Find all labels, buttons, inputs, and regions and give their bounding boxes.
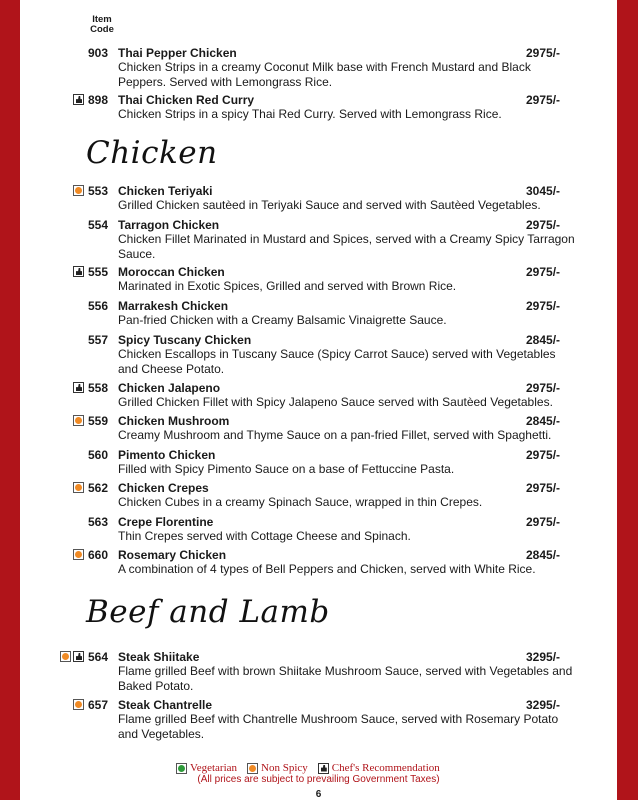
- item-name: Chicken Jalapeno: [118, 381, 221, 395]
- item-name: Thai Chicken Red Curry: [118, 93, 255, 107]
- chef-hat-icon: [318, 763, 329, 774]
- legend-chef-label: Chef's Recommendation: [331, 762, 440, 774]
- item-code: 903: [87, 46, 108, 60]
- item-description: Filled with Spicy Pimento Sauce on a base of Fettuccine Pasta.: [118, 462, 455, 476]
- non-spicy-icon: [60, 651, 71, 662]
- item-name: Pimento Chicken: [118, 448, 216, 462]
- item-price: 3295/-: [526, 650, 561, 664]
- item-description: Marinated in Exotic Spices, Grilled and served with Brown Rice.: [118, 279, 457, 293]
- item-code: 555: [87, 265, 108, 279]
- item-price: 2845/-: [526, 333, 561, 347]
- item-code: 557: [87, 333, 108, 347]
- legend-chef: [318, 762, 440, 774]
- item-price: 2975/-: [526, 381, 561, 395]
- item-description: Thin Crepes served with Cottage Cheese and Spinach.: [118, 529, 411, 543]
- chef-hat-icon: [73, 651, 84, 662]
- item-price: 3045/-: [526, 184, 561, 198]
- item-name: Chicken Teriyaki: [118, 184, 213, 198]
- item-description: A combination of 4 types of Bell Peppers and Chicken, served with White Rice.: [118, 562, 536, 576]
- item-icons: [73, 266, 84, 277]
- item-price: 2975/-: [526, 448, 561, 462]
- chef-hat-icon: [73, 382, 84, 393]
- item-price: 2975/-: [526, 515, 561, 529]
- non-spicy-icon: [73, 415, 84, 426]
- item-code: 657: [87, 698, 108, 712]
- item-price: 2845/-: [526, 414, 561, 428]
- item-name: Marrakesh Chicken: [118, 299, 229, 313]
- vegetarian-icon: [176, 763, 187, 774]
- item-icons: [73, 185, 84, 196]
- item-price: 2975/-: [526, 218, 561, 232]
- legend: [176, 762, 440, 774]
- item-icons: [73, 482, 84, 493]
- legend-non-spicy-label: Non Spicy: [261, 762, 308, 774]
- item-description: Grilled Chicken Fillet with Spicy Jalapeno Sauce served with Sautèed Vegetables.: [118, 395, 553, 409]
- item-icons: [73, 699, 84, 710]
- page-number: 6: [315, 789, 322, 800]
- chef-hat-icon: [73, 266, 84, 277]
- item-description: Chicken Strips in a creamy Coconut Milk base with French Mustard and Black Peppers. Served with Lemongrass Rice.: [118, 60, 531, 89]
- legend-vegetarian-label: Vegetarian: [190, 762, 238, 774]
- section-title-chicken: Chicken: [86, 135, 218, 171]
- item-code: 560: [87, 448, 108, 462]
- item-code: 553: [87, 184, 108, 198]
- item-name: Moroccan Chicken: [118, 265, 225, 279]
- menu-page: [20, 0, 617, 800]
- item-code: 660: [87, 548, 108, 562]
- item-icons: [73, 94, 84, 105]
- item-price: 2845/-: [526, 548, 561, 562]
- right-red-border: [617, 0, 638, 800]
- item-icons: [60, 651, 84, 662]
- left-red-border: [0, 0, 20, 800]
- item-name: Thai Pepper Chicken: [118, 46, 237, 60]
- item-name: Crepe Florentine: [118, 515, 214, 529]
- item-code: 563: [87, 515, 108, 529]
- item-name: Chicken Crepes: [118, 481, 209, 495]
- item-description: Flame grilled Beef with Chantrelle Mushroom Sauce, served with Rosemary Potato and Vegetables.: [118, 712, 559, 741]
- item-price: 2975/-: [526, 265, 561, 279]
- item-description: Creamy Mushroom and Thyme Sauce on a pan-fried Fillet, served with Spaghetti.: [118, 428, 552, 442]
- header-item-label: Item: [92, 14, 112, 25]
- item-name: Steak Chantrelle: [118, 698, 213, 712]
- non-spicy-icon: [73, 185, 84, 196]
- item-price: 3295/-: [526, 698, 561, 712]
- item-description: Pan-fried Chicken with a Creamy Balsamic Vinaigrette Sauce.: [118, 313, 447, 327]
- item-code: 554: [87, 218, 108, 232]
- item-code: 898: [87, 93, 108, 107]
- item-price: 2975/-: [526, 481, 561, 495]
- item-price: 2975/-: [526, 299, 561, 313]
- legend-non-spicy: [247, 762, 308, 774]
- item-description: Chicken Fillet Marinated in Mustard and Spices, served with a Creamy Spicy Tarragon Sauce.: [118, 232, 575, 261]
- item-description: Grilled Chicken sautèed in Teriyaki Sauce and served with Sautèed Vegetables.: [118, 198, 541, 212]
- item-icons: [73, 415, 84, 426]
- item-code-header: [84, 15, 120, 35]
- item-description: Chicken Escallops in Tuscany Sauce (Spicy Carrot Sauce) served with Vegetables and Cheese Potato.: [118, 347, 556, 376]
- item-price: 2975/-: [526, 93, 561, 107]
- item-name: Chicken Mushroom: [118, 414, 230, 428]
- item-icons: [73, 382, 84, 393]
- item-code: 562: [87, 481, 108, 495]
- item-code: 558: [87, 381, 108, 395]
- chef-hat-icon: [73, 94, 84, 105]
- item-description: Flame grilled Beef with brown Shiitake Mushroom Sauce, served with Vegetables and Baked Potato.: [118, 664, 573, 693]
- taxes-note: (All prices are subject to prevailing Government Taxes): [197, 774, 440, 785]
- item-name: Spicy Tuscany Chicken: [118, 333, 252, 347]
- item-icons: [73, 549, 84, 560]
- non-spicy-icon: [73, 699, 84, 710]
- item-name: Tarragon Chicken: [118, 218, 220, 232]
- item-code: 556: [87, 299, 108, 313]
- non-spicy-icon: [73, 549, 84, 560]
- item-price: 2975/-: [526, 46, 561, 60]
- item-name: Rosemary Chicken: [118, 548, 227, 562]
- item-name: Steak Shiitake: [118, 650, 200, 664]
- item-code: 559: [87, 414, 108, 428]
- legend-vegetarian: [176, 762, 237, 774]
- item-code: 564: [87, 650, 108, 664]
- non-spicy-icon: [247, 763, 258, 774]
- non-spicy-icon: [73, 482, 84, 493]
- item-description: Chicken Strips in a spicy Thai Red Curry. Served with Lemongrass Rice.: [118, 107, 502, 121]
- section-title-beef-lamb: Beef and Lamb: [86, 594, 330, 630]
- header-code-label: Code: [90, 24, 114, 35]
- item-description: Chicken Cubes in a creamy Spinach Sauce, wrapped in thin Crepes.: [118, 495, 483, 509]
